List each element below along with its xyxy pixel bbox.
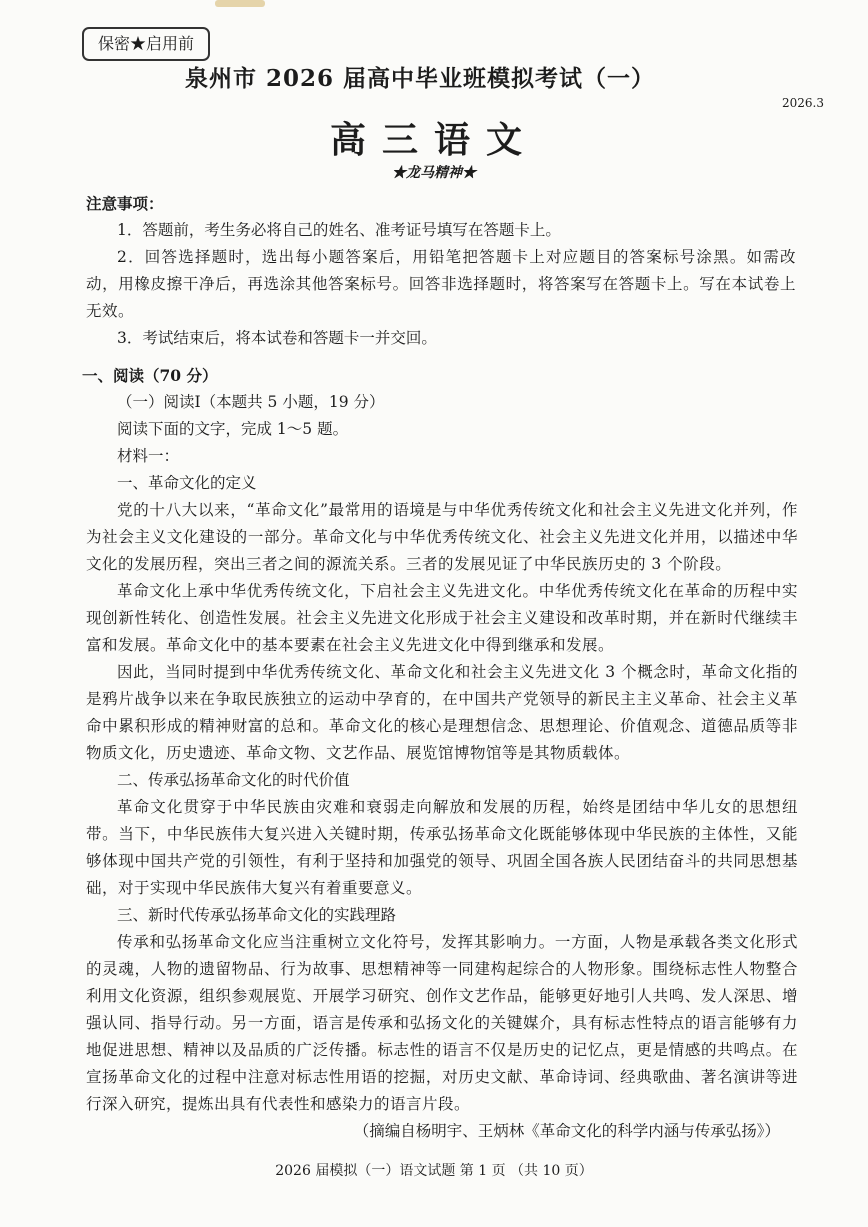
scan-mark bbox=[215, 0, 265, 7]
material-heading-2: 二、传承弘扬革命文化的时代价值 bbox=[117, 771, 350, 789]
notice-item: 3．考试结束后，将本试卷和答题卡一并交回。 bbox=[117, 329, 437, 347]
material-paragraph: 党的十八大以来，“革命文化”最常用的语境是与中华优秀传统文化和社会主义先进文化并列，作为社会主义文化建设的一部分。革命文化与中华优秀传统文化、社会主义先进文化并用，以描述中华文化的发展历程，突出三者之间的源流关系。三者的发展见证了中华民族历史的 3 个阶段。 bbox=[86, 501, 798, 573]
subject-title: 高三语文 bbox=[329, 119, 538, 161]
reading-instruction: 阅读下面的文字，完成 1～5 题。 bbox=[117, 420, 349, 438]
notice-item: 1．答题前，考生务必将自己的姓名、准考证号填写在答题卡上。 bbox=[117, 221, 561, 239]
material-paragraph: 传承和弘扬革命文化应当注重树立文化符号，发挥其影响力。一方面，人物是承载各类文化形式的灵魂，人物的遗留物品、行为故事、思想精神等一同建构起综合的人物形象。围绕标志性人物整合利用文化资源，组织参观展览、开展学习研究、创作文艺作品，能够更好地引人共鸣、发人深思、增强认同、指导行动。另一方面，语言是传承和弘扬文化的关键媒介，具有标志性特点的语言能够有力地促进思想、精神以及品质的广泛传播。标志性的语言不仅是历史的记忆点，更是情感的共鸣点。在宣扬革命文化的过程中注意对标志性用语的挖掘，对历史文献、革命诗词、经典歌曲、著名演讲等进行深入研究，提炼出具有代表性和感染力的语言片段。 bbox=[86, 933, 798, 1113]
reading-section bbox=[82, 362, 798, 1145]
page-footer: 2026 届模拟（一）语文试题 第 1 页 （共 10 页） bbox=[275, 1163, 593, 1179]
exam-date: 2026.3 bbox=[782, 96, 824, 110]
subsection-title: （一）阅读Ⅰ（本题共 5 小题，19 分） bbox=[117, 393, 385, 411]
material-paragraph: 革命文化贯穿于中华民族由灾难和衰弱走向解放和发展的历程，始终是团结中华儿女的思想纽带。当下，中华民族伟大复兴进入关键时期，传承弘扬革命文化既能够体现中华民族的主体性，又能够体现中国共产党的引领性，有利于坚持和加强党的领导、巩固全国各族人民团结奋斗的共同思想基础，对于实现中华民族伟大复兴有着重要意义。 bbox=[86, 798, 798, 897]
notice-item: 2．回答选择题时，选出每小题答案后，用铅笔把答题卡上对应题目的答案标号涂黑。如需改动，用橡皮擦干净后，再选涂其他答案标号。回答非选择题时，将答案写在答题卡上。写在本试卷上无效。 bbox=[86, 248, 796, 320]
material-paragraph: 因此，当同时提到中华优秀传统文化、革命文化和社会主义先进文化 3 个概念时，革命文化指的是鸦片战争以来在争取民族独立的运动中孕育的，在中国共产党领导的新民主主义革命、社会主义革命中累积形成的精神财富的总和。革命文化的核心是理想信念、思想理论、价值观念、道德品质等非物质文化，历史遗迹、革命文物、文艺作品、展览馆博物馆等是其物质载体。 bbox=[86, 663, 798, 762]
exam-title: 泉州市 2026 届高中毕业班模拟考试（一） bbox=[184, 65, 656, 92]
section-title: 一、阅读（70 分） bbox=[82, 366, 218, 385]
source-citation: （摘编自杨明宇、王炳林《革命文化的科学内涵与传承弘扬》） bbox=[353, 1122, 780, 1140]
confidential-badge: 保密★启用前 bbox=[82, 27, 210, 61]
material-paragraph: 革命文化上承中华优秀传统文化，下启社会主义先进文化。中华优秀传统文化在革命的历程中实现创新性转化、创造性发展。社会主义先进文化形成于社会主义建设和改革时期，并在新时代继续丰富和发展。革命文化中的基本要素在社会主义先进文化中得到继承和发展。 bbox=[86, 582, 798, 654]
notice-heading: 注意事项： bbox=[86, 194, 164, 213]
motto: ★龙马精神★ bbox=[392, 165, 476, 181]
material-label: 材料一： bbox=[117, 447, 180, 465]
material-heading-3: 三、新时代传承弘扬革命文化的实践理路 bbox=[117, 906, 397, 924]
material-heading-1: 一、革命文化的定义 bbox=[117, 474, 257, 492]
notice-section bbox=[86, 190, 796, 352]
